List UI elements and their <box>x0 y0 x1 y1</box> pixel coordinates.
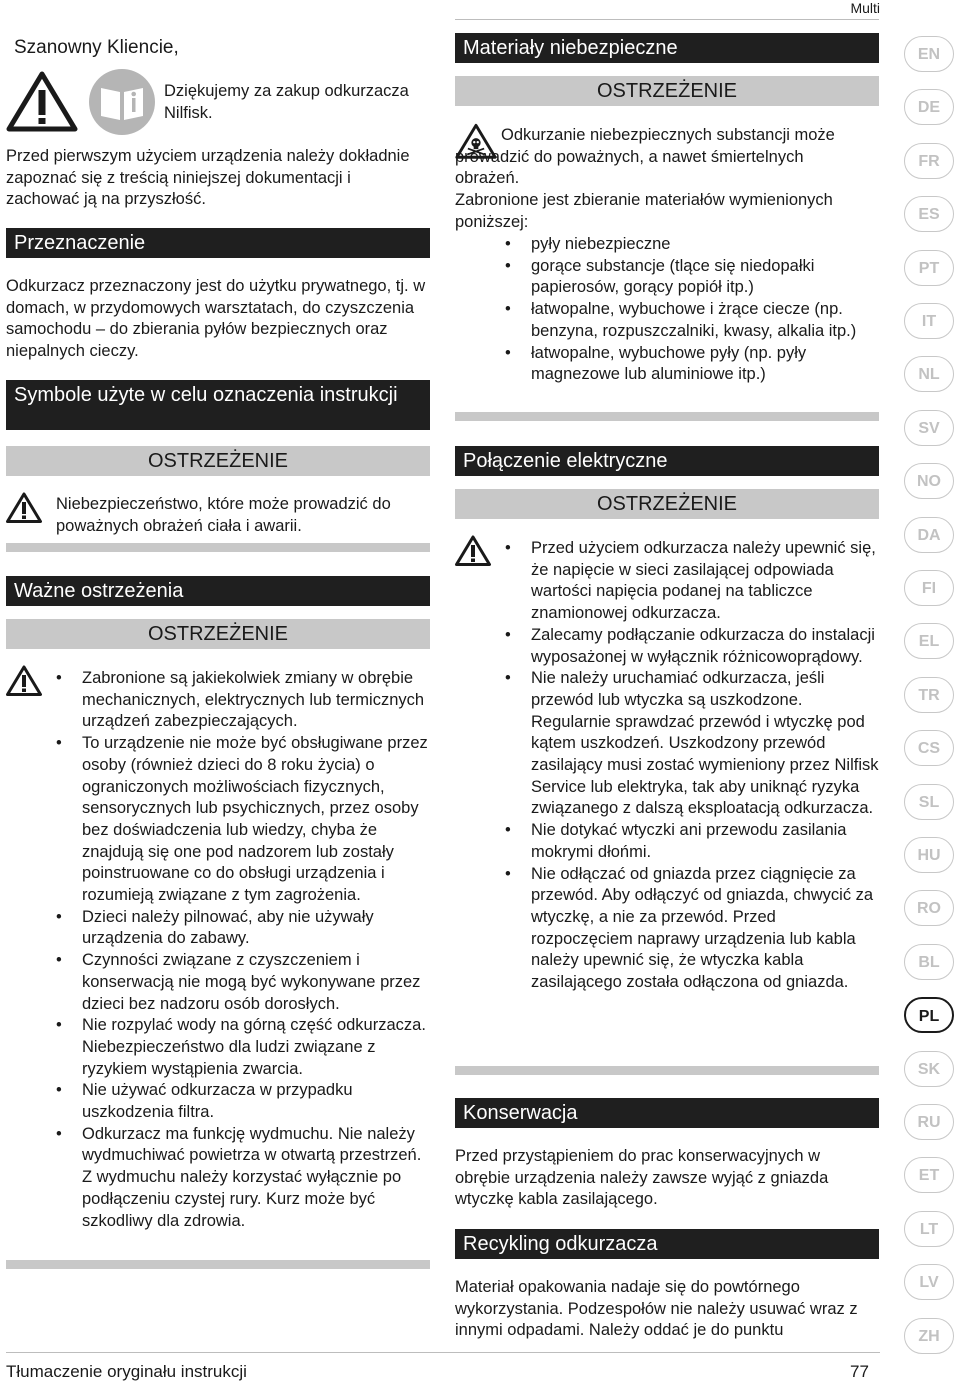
list-item: • Nie należy uruchamiać odkurzacza, jeśli przewód lub wtyczka są uszkodzone. Regularnie sprawdzać przewód i wtyczkę pod kątem uszkodzeń. Uszkodzony przewód zasilający musi zostać wymieniony przez Nilfisk Service lub elektryka, tak aby uniknąć ryzyka związanego z dalszą eksploatacją odkurzacza. <box>505 668 879 820</box>
purpose-text: Odkurzacz przeznaczony jest do użytku prywatnego, tj. w domach, w przydomowych warsztatach, do czyszczenia samochodu – do zbierania pyłów bezpiecznych oraz niepalnych cieczy. <box>6 277 426 361</box>
list-item: • gorące substancje (tlące się niedopałki papierosów, gorący popiół itp.) <box>505 256 879 299</box>
language-tab-pt[interactable]: PT <box>904 250 954 286</box>
recycling-text: Materiał opakowania nadaje się do powtórnego wykorzystania. Podzespołów nie należy usuwać wraz z innymi odpadami. Należy oddać je do punktu <box>455 1278 858 1340</box>
important-warnings-list <box>56 668 430 1232</box>
section-heading-purpose: Przeznaczenie <box>6 228 430 258</box>
list-item: • Odkurzacz ma funkcję wydmuchu. Nie należy wydmuchiwać powietrza w otwartą przestrzeń. Z wydmuchu należy korzystać wyłącznie po podłączeniu czystej rury. Kurz może być szkodliwy dla zdrowia. <box>56 1124 430 1233</box>
header-rule <box>455 19 879 20</box>
list-item: • Nie odłączać od gniazda przez ciągnięcie za przewód. Aby odłączyć od gniazda, chwycić za wtyczkę, a nie za przewód. Przed rozpoczęciem naprawy urządzenia lub kabla należy upewnić się, że wtyczka kabla zasilającego została odłączona od gniazda. <box>505 864 879 994</box>
warning-triangle-icon <box>6 70 78 132</box>
footer-rule <box>6 1352 880 1353</box>
language-tab-ru[interactable]: RU <box>904 1104 954 1140</box>
language-tab-es[interactable]: ES <box>904 196 954 232</box>
divider <box>455 412 879 421</box>
divider <box>455 1066 879 1075</box>
language-tab-zh[interactable]: ZH <box>904 1318 954 1354</box>
language-tab-sl[interactable]: SL <box>904 784 954 820</box>
language-tab-hu[interactable]: HU <box>904 837 954 873</box>
language-tab-da[interactable]: DA <box>904 517 954 553</box>
brand-label: Multi <box>850 0 880 16</box>
warning-label-hazardous: OSTRZEŻENIE <box>455 76 879 106</box>
language-tab-fr[interactable]: FR <box>904 143 954 179</box>
greeting: Szanowny Kliencie, <box>14 37 179 58</box>
warning-triangle-icon <box>455 535 491 566</box>
divider <box>6 543 430 552</box>
section-heading-important: Ważne ostrzeżenia <box>6 576 430 606</box>
list-item: • Przed użyciem odkurzacza należy upewnić się, że napięcie w sieci zasilającej odpowiada wartości napięcia podanej na tabliczce znamionowej odkurzacza. <box>505 538 879 625</box>
section-heading-recycling: Recykling odkurzacza <box>455 1229 879 1259</box>
language-tab-tr[interactable]: TR <box>904 677 954 713</box>
list-item: • Nie dotykać wtyczki ani przewodu zasilania mokrymi dłońmi. <box>505 820 879 863</box>
intro-text: Przed pierwszym użyciem urządzenia należy dokładnie zapoznać się z treścią niniejszej dokumentacji i zachować ją na przyszłość. <box>6 147 410 209</box>
section-heading-maintenance: Konserwacja <box>455 1098 879 1128</box>
language-tab-bl[interactable]: BL <box>904 944 954 980</box>
warning-label-symbols: OSTRZEŻENIE <box>6 446 430 476</box>
symbols-warning-text: Niebezpieczeństwo, które może prowadzić do poważnych obrażeń ciała i awarii. <box>56 495 391 535</box>
language-tab-et[interactable]: ET <box>904 1157 954 1193</box>
hazard-text: Odkurzanie niebezpiecznych substancji może prowadzić do poważnych, a nawet śmiertelnych obrażeń. <box>455 126 835 188</box>
hazard-text-forbidden: Zabronione jest zbieranie materiałów wymienionych poniższej: <box>455 191 833 231</box>
section-heading-symbols: Symbole użyte w celu oznaczenia instrukcji <box>6 380 430 430</box>
list-item: • łatwopalne, wybuchowe i żrące ciecze (np. benzyna, rozpuszczalniki, kwasy, alkalia itp.) <box>505 299 879 342</box>
list-item: • Zalecamy podłączanie odkurzacza do instalacji wyposażonej w wyłącznik różnicowoprądowy. <box>505 625 879 668</box>
language-tab-lt[interactable]: LT <box>904 1211 954 1247</box>
warning-triangle-icon <box>6 665 42 696</box>
list-item: • Zabronione są jakiekolwiek zmiany w obrębie mechanicznych, elektrycznych lub termicznych urządzeń zabezpieczających. <box>56 668 430 733</box>
language-tab-el[interactable]: EL <box>904 623 954 659</box>
language-tab-sk[interactable]: SK <box>904 1051 954 1087</box>
language-tab-lv[interactable]: LV <box>904 1264 954 1300</box>
maintenance-text: Przed przystąpieniem do prac konserwacyjnych w obrębie urządzenia należy zawsze wyjąć z gniazda wtyczkę kabla zasilającego. <box>455 1147 829 1209</box>
language-tab-cs[interactable]: CS <box>904 730 954 766</box>
footer-note: Tłumaczenie oryginału instrukcji <box>6 1362 247 1381</box>
warning-label-important: OSTRZEŻENIE <box>6 619 430 649</box>
list-item: • pyły niebezpieczne <box>505 234 879 256</box>
language-tab-nl[interactable]: NL <box>904 356 954 392</box>
language-tab-ro[interactable]: RO <box>904 890 954 926</box>
manual-info-icon <box>88 68 156 136</box>
list-item: • Nie rozpylać wody na górną część odkurzacza. Niebezpieczeństwo dla ludzi związane z ryzykiem wystąpienia zwarcia. <box>56 1015 430 1080</box>
language-tab-it[interactable]: IT <box>904 303 954 339</box>
list-item: • łatwopalne, wybuchowe pyły (np. pyły magnezowe lub aluminiowe itp.) <box>505 343 879 386</box>
section-heading-electrical: Połączenie elektryczne <box>455 446 879 476</box>
warning-label-electrical: OSTRZEŻENIE <box>455 489 879 519</box>
hazard-items-list <box>505 234 879 386</box>
page-number: 77 <box>850 1362 869 1381</box>
language-tab-no[interactable]: NO <box>904 463 954 499</box>
language-tab-fi[interactable]: FI <box>904 570 954 606</box>
section-heading-hazardous: Materiały niebezpieczne <box>455 33 879 63</box>
thanks-text: Dziękujemy za zakup odkurzacza Nilfisk. <box>164 82 409 122</box>
language-tab-sv[interactable]: SV <box>904 410 954 446</box>
language-tab-pl[interactable]: PL <box>904 997 954 1033</box>
list-item: • To urządzenie nie może być obsługiwane przez osoby (również dzieci do 8 roku życia) o ograniczonych możliwościach fizycznych, sensorycznych lub psychicznych, przez osoby bez doświadczenia lub wiedzy, chyba że znajdują się one pod nadzorem lub zostały poinstruowane co do obsługi urządzenia i rozumieją związane z tym zagrożenia. <box>56 733 430 907</box>
list-item: • Nie używać odkurzacza w przypadku uszkodzenia filtra. <box>56 1080 430 1123</box>
divider <box>6 1260 430 1269</box>
list-item: • Dzieci należy pilnować, aby nie używały urządzenia do zabawy. <box>56 907 430 950</box>
language-tab-de[interactable]: DE <box>904 89 954 125</box>
warning-triangle-icon <box>6 492 42 523</box>
language-tab-en[interactable]: EN <box>904 36 954 72</box>
electrical-items-list <box>505 538 879 994</box>
list-item: • Czynności związane z czyszczeniem i konserwacją nie mogą być wykonywane przez dzieci bez nadzoru osób dorosłych. <box>56 950 430 1015</box>
